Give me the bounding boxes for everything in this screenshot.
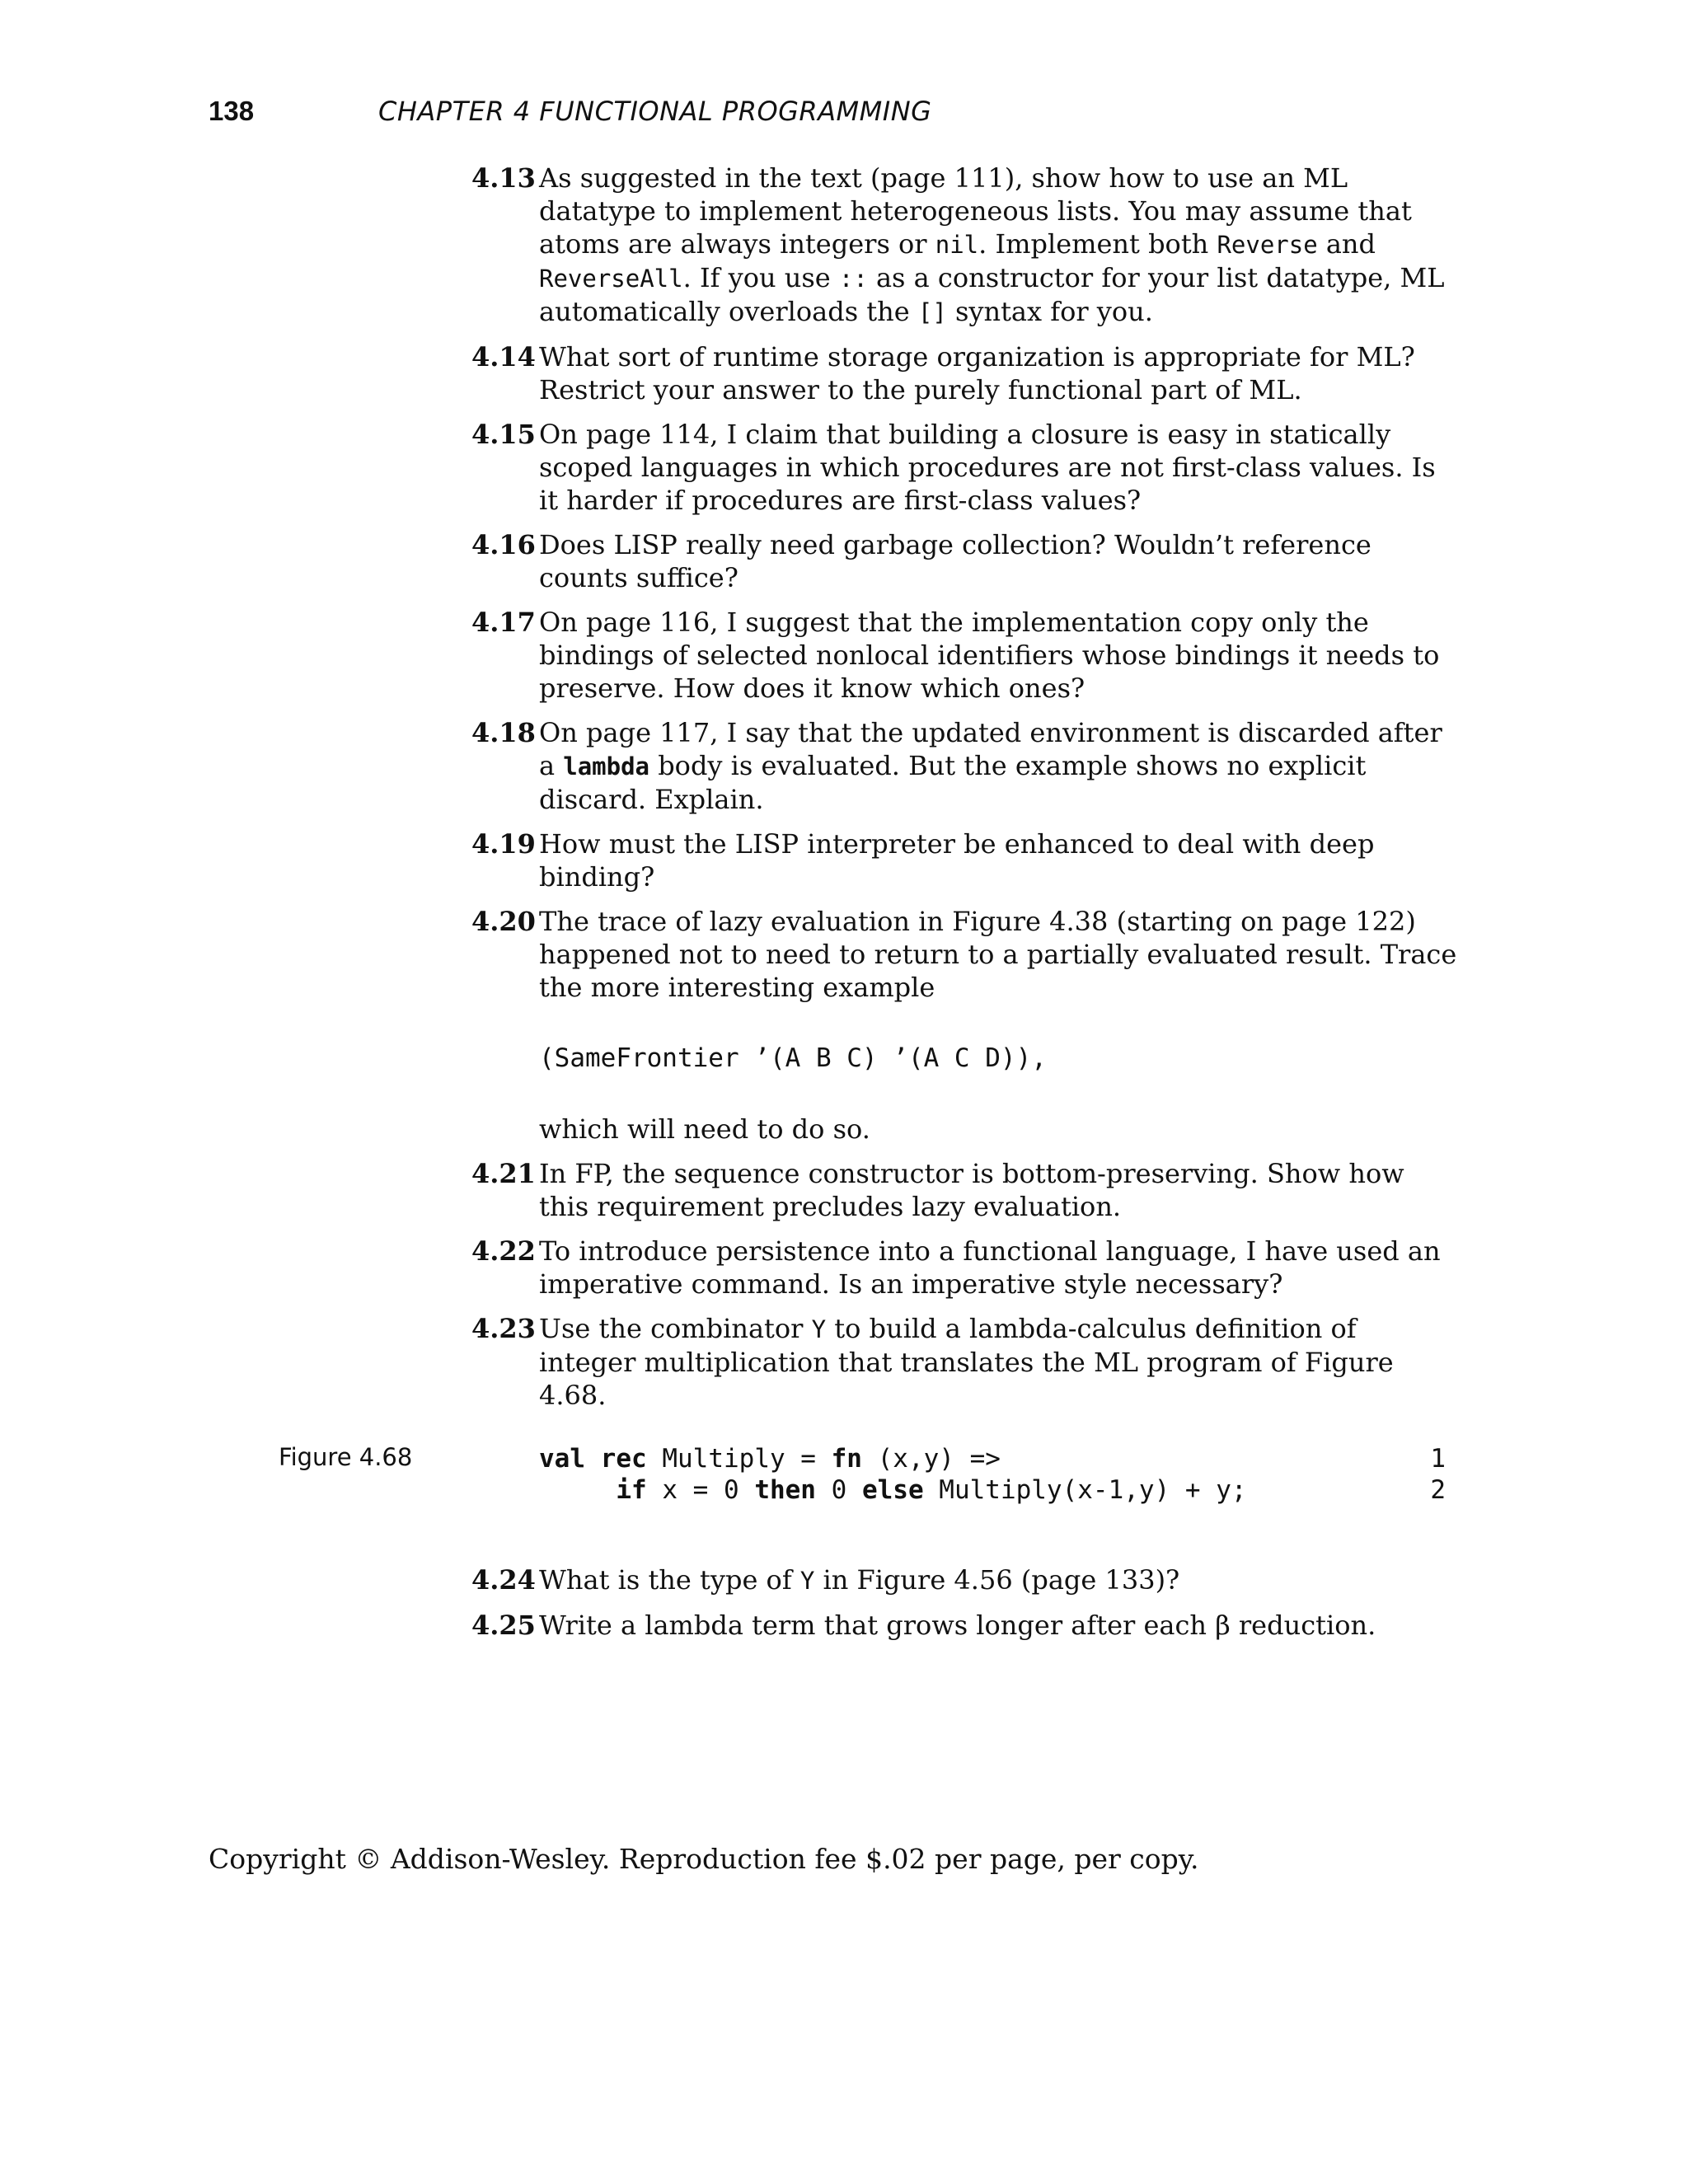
exercise-number: 4.15 — [471, 419, 536, 450]
code-line-2 — [539, 1474, 1446, 1506]
text-run: as a constructor for your list datatype, ML automatically overloads the — [539, 262, 1445, 327]
code-term: lambda — [563, 752, 650, 780]
code-term: [] — [917, 298, 947, 326]
code-keyword: then — [754, 1475, 816, 1505]
exercise-4-23 — [471, 1312, 1461, 1412]
exercise-number: 4.18 — [471, 717, 536, 748]
running-header — [209, 96, 1688, 132]
exercise-text — [539, 162, 1461, 329]
exercise-text — [539, 1563, 1461, 1597]
exercise-text: In FP, the sequence constructor is bottom-preserving. Show how this requirement precludes lazy evaluation. — [539, 1158, 1404, 1222]
copyright-notice: Copyright © Addison-Wesley. Reproduction fee $.02 per page, per copy. — [209, 1843, 1199, 1875]
text-run: . Implement both — [978, 228, 1217, 260]
exercise-text: What sort of runtime storage organization is appropriate for ML? Restrict your answer to the purely functional part of ML. — [539, 341, 1415, 405]
code-term: Y — [811, 1315, 827, 1343]
exercise-number: 4.21 — [471, 1158, 536, 1189]
exercise-text — [539, 1312, 1461, 1412]
text-run: body is evaluated. But the example shows no explicit discard. Explain. — [539, 750, 1367, 815]
exercise-number: 4.22 — [471, 1235, 536, 1267]
code-text: (x,y) => — [861, 1444, 1001, 1474]
text-run: syntax for you. — [946, 296, 1153, 327]
code-text: Multiply(x-1,y) + y; — [923, 1475, 1247, 1505]
exercise-number: 4.24 — [471, 1564, 536, 1596]
code-term: ReverseAll — [539, 265, 683, 293]
text-run: What is the type of — [539, 1564, 800, 1596]
exercise-number: 4.13 — [471, 162, 536, 194]
code-keyword: val — [539, 1444, 585, 1474]
exercise-list — [0, 162, 1688, 1653]
exercise-text — [539, 905, 1461, 1146]
exercise-paragraph: The trace of lazy evaluation in Figure 4.38 (starting on page 122) happened not to need to return to a partially evaluated result. Trace the more interesting example — [539, 906, 1457, 1003]
exercise-text: How must the LISP interpreter be enhanced to deal with deep binding? — [539, 828, 1375, 893]
exercise-4-20 — [471, 905, 1461, 1146]
exercise-paragraph: which will need to do so. — [539, 1113, 870, 1145]
exercise-text: On page 116, I suggest that the implementation copy only the bindings of selected nonlocal identifiers whose bindings it needs to preserve. How does it know which ones? — [539, 607, 1440, 704]
text-run: As suggested in the text (page 111), show how to use an ML datatype to implement heterogeneous lists. You may assume that atoms are always integers or — [539, 162, 1412, 260]
code-text: 0 — [815, 1475, 862, 1505]
code-keyword: fn — [831, 1444, 862, 1474]
exercise-number: 4.19 — [471, 828, 536, 860]
exercise-4-21 — [471, 1157, 1461, 1223]
exercise-text: Does LISP really need garbage collection? Wouldn’t reference counts suffice? — [539, 529, 1372, 593]
text-run: Use the combinator — [539, 1313, 812, 1344]
text-run: to build a lambda-calculus definition of integer multiplication that translates the ML program of Figure 4.68. — [539, 1313, 1394, 1411]
chapter-title: CHAPTER 4 FUNCTIONAL PROGRAMMING — [378, 96, 932, 127]
text-run: in Figure 4.56 (page 133)? — [814, 1564, 1180, 1596]
exercise-text: On page 114, I claim that building a closure is easy in statically scoped languages in which procedures are not first-class values. Is it harder if procedures are first-class values? — [539, 419, 1436, 516]
exercise-4-22 — [471, 1235, 1461, 1301]
exercise-4-19 — [471, 827, 1461, 893]
exercise-number: 4.16 — [471, 529, 536, 560]
code-keyword: rec — [600, 1444, 647, 1474]
code-term: nil — [935, 231, 979, 259]
exercise-text: To introduce persistence into a functional language, I have used an imperative command. Is an imperative style necessary? — [539, 1235, 1441, 1300]
exercise-text — [539, 716, 1461, 816]
exercise-4-14 — [471, 340, 1461, 406]
figure-4-68 — [0, 1443, 1688, 1509]
text-run: . If you use — [682, 262, 839, 293]
exercise-number: 4.23 — [471, 1313, 536, 1344]
exercise-number: 4.17 — [471, 607, 536, 638]
exercise-4-13 — [471, 162, 1461, 329]
text-run: On page 117, I say that the updated environment is discarded after a — [539, 717, 1442, 781]
exercise-4-25 — [471, 1609, 1461, 1642]
line-number: 1 — [1430, 1444, 1446, 1474]
exercise-4-16 — [471, 528, 1461, 594]
code-keyword: if — [616, 1475, 647, 1505]
text-run: and — [1317, 228, 1376, 260]
exercise-4-15 — [471, 418, 1461, 517]
code-keyword: else — [861, 1475, 924, 1505]
exercise-number: 4.20 — [471, 906, 536, 937]
code-indent — [539, 1475, 616, 1505]
code-example: (SameFrontier ’(A B C) ’(A C D)), — [539, 1043, 1047, 1073]
exercise-number: 4.25 — [471, 1610, 536, 1641]
figure-label: Figure 4.68 — [279, 1443, 413, 1471]
code-term: Reverse — [1217, 231, 1318, 259]
exercise-text: Write a lambda term that grows longer after each β reduction. — [539, 1610, 1376, 1641]
page-number: 138 — [209, 96, 255, 126]
line-number: 2 — [1430, 1475, 1446, 1505]
exercise-number: 4.14 — [471, 341, 536, 373]
exercise-4-18 — [471, 716, 1461, 816]
code-line-1 — [539, 1443, 1446, 1474]
exercise-4-24 — [471, 1563, 1461, 1597]
code-text: Multiply = — [646, 1444, 832, 1474]
exercise-4-17 — [471, 606, 1461, 705]
code-listing — [539, 1443, 1446, 1506]
code-text: x = 0 — [646, 1475, 755, 1505]
code-term: Y — [799, 1567, 815, 1595]
code-term: :: — [838, 265, 868, 293]
